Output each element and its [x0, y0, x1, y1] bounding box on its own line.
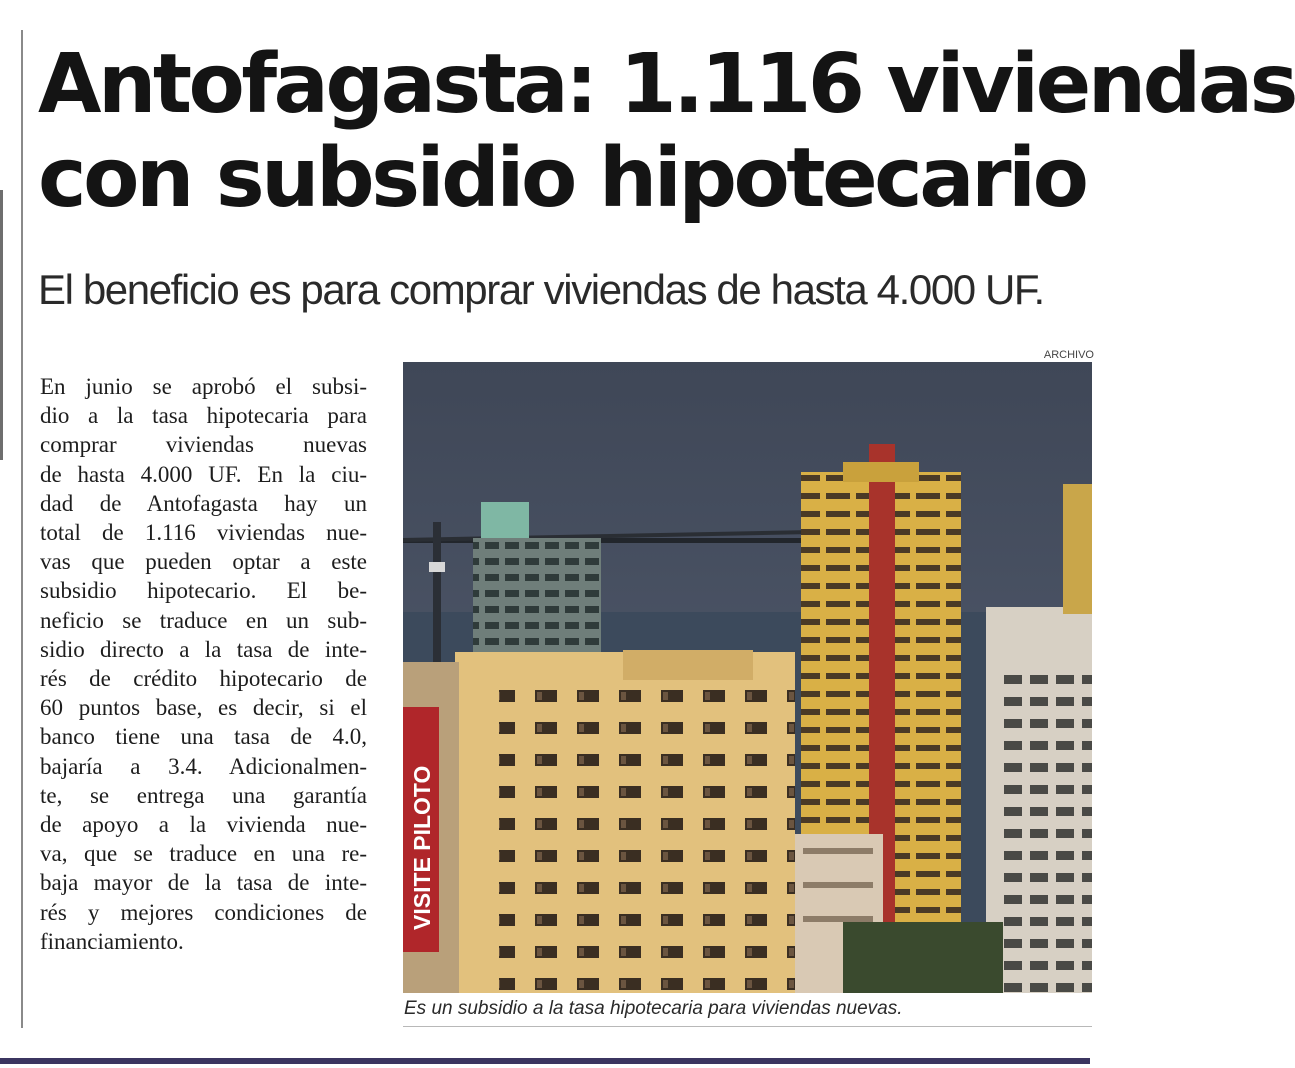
- body-line: rés y mejores condiciones de: [40, 899, 367, 925]
- headline: [38, 37, 1295, 226]
- body-line: 60 puntos base, es decir, si el: [40, 695, 367, 721]
- article-body: [40, 372, 367, 956]
- visite-piloto-sign: [403, 707, 439, 952]
- body-line: baja mayor de la tasa de inte-: [40, 870, 367, 896]
- body-line: sidio directo a la tasa de inte-: [40, 636, 367, 662]
- trees: [843, 922, 1003, 993]
- photo-credit: ARCHIVO: [1043, 349, 1094, 361]
- body-line: neficio se traduce en un sub-: [40, 607, 367, 633]
- body-line: total de 1.116 viviendas nue-: [40, 520, 367, 546]
- body-line: rés de crédito hipotecario de: [40, 666, 367, 692]
- body-line: dio a la tasa hipotecaria para: [40, 403, 367, 429]
- body-line: banco tiene una tasa de 4.0,: [40, 724, 367, 750]
- body-line: va, que se traduce en una re-: [40, 841, 367, 867]
- sign-text: VISITE PILOTO: [409, 765, 435, 930]
- caption-rule: [403, 1026, 1092, 1027]
- body-line: te, se entrega una garantía: [40, 782, 367, 808]
- deck-subtitle: El beneficio es para comprar viviendas de hasta 4.000 UF.: [38, 266, 1044, 313]
- body-line: vas que pueden optar a este: [40, 549, 367, 575]
- headline-line-2: con subsidio hipotecario: [38, 131, 1086, 226]
- body-line: subsidio hipotecario. El be-: [40, 578, 367, 604]
- body-line: financiamiento.: [40, 928, 184, 954]
- bottom-color-bar: [0, 1058, 1090, 1064]
- article-photo: [403, 362, 1092, 993]
- photo-caption: Es un subsidio a la tasa hipotecaria para viviendas nuevas.: [404, 998, 903, 1019]
- left-column-rule: [21, 30, 23, 1028]
- body-line: dad de Antofagasta hay un: [40, 490, 367, 516]
- sand-building: [403, 650, 795, 993]
- left-edge-strip: [0, 190, 3, 460]
- body-line: comprar viviendas nuevas: [40, 432, 367, 458]
- body-line: de hasta 4.000 UF. En la ciu-: [40, 461, 367, 487]
- body-line: de apoyo a la vivienda nue-: [40, 812, 367, 838]
- headline-line-1: Antofagasta: 1.116 viviendas: [38, 37, 1295, 132]
- body-line: En junio se aprobó el subsi-: [40, 374, 367, 399]
- body-line: bajaría a 3.4. Adicionalmen-: [40, 753, 367, 779]
- city-skyline-photo: [403, 362, 1092, 993]
